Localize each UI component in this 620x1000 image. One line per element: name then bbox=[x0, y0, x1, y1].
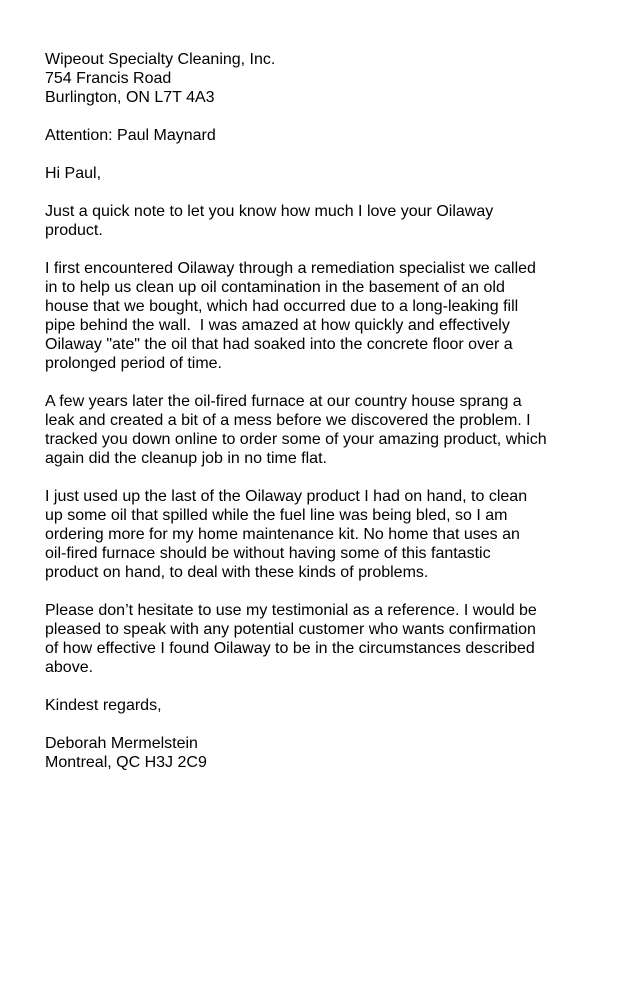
paragraph-line: A few years later the oil-fired furnace at our country house sprang a bbox=[45, 393, 522, 410]
paragraph-line: product. bbox=[45, 222, 103, 239]
paragraph-line: above. bbox=[45, 659, 94, 676]
spacer bbox=[45, 677, 615, 696]
paragraph-line: I just used up the last of the Oilaway product I had on hand, to clean bbox=[45, 488, 528, 505]
paragraph-line: oil-fired furnace should be without having some of this fantastic bbox=[45, 545, 491, 562]
recipient-company: Wipeout Specialty Cleaning, Inc. bbox=[45, 51, 276, 68]
paragraph-first-experience bbox=[45, 259, 615, 373]
paragraph-line: pipe behind the wall. I was amazed at how quickly and effectively bbox=[45, 317, 510, 334]
signature-block bbox=[45, 734, 615, 772]
paragraph-line: pleased to speak with any potential customer who wants confirmation bbox=[45, 621, 536, 638]
paragraph-intro bbox=[45, 202, 615, 240]
paragraph-reference bbox=[45, 601, 615, 677]
spacer bbox=[45, 373, 615, 392]
spacer bbox=[45, 183, 615, 202]
spacer bbox=[45, 145, 615, 164]
paragraph-line: again did the cleanup job in no time flat. bbox=[45, 450, 327, 467]
paragraph-line: of how effective I found Oilaway to be in the circumstances described bbox=[45, 640, 535, 657]
spacer bbox=[45, 582, 615, 601]
paragraph-line: leak and created a bit of a mess before we discovered the problem. I bbox=[45, 412, 531, 429]
paragraph-reorder bbox=[45, 487, 615, 582]
signature-name: Deborah Mermelstein bbox=[45, 735, 198, 752]
spacer bbox=[45, 468, 615, 487]
paragraph-line: Please don’t hesitate to use my testimonial as a reference. I would be bbox=[45, 602, 537, 619]
paragraph-line: Just a quick note to let you know how much I love your Oilaway bbox=[45, 203, 494, 220]
paragraph-second-experience bbox=[45, 392, 615, 468]
spacer bbox=[45, 715, 615, 734]
signature-location: Montreal, QC H3J 2C9 bbox=[45, 754, 207, 771]
paragraph-line: in to help us clean up oil contamination in the basement of an old bbox=[45, 279, 505, 296]
spacer bbox=[45, 107, 615, 126]
paragraph-line: Oilaway "ate" the oil that had soaked into the concrete floor over a bbox=[45, 336, 513, 353]
recipient-city: Burlington, ON L7T 4A3 bbox=[45, 89, 215, 106]
spacer bbox=[45, 240, 615, 259]
closing: Kindest regards, bbox=[45, 697, 162, 714]
paragraph-line: tracked you down online to order some of your amazing product, which bbox=[45, 431, 547, 448]
recipient-address bbox=[45, 50, 615, 107]
paragraph-line: I first encountered Oilaway through a remediation specialist we called bbox=[45, 260, 536, 277]
paragraph-line: ordering more for my home maintenance kit. No home that uses an bbox=[45, 526, 520, 543]
paragraph-line: house that we bought, which had occurred due to a long-leaking fill bbox=[45, 298, 519, 315]
paragraph-line: prolonged period of time. bbox=[45, 355, 222, 372]
greeting: Hi Paul, bbox=[45, 165, 102, 182]
paragraph-line: product on hand, to deal with these kinds of problems. bbox=[45, 564, 429, 581]
attention-line: Attention: Paul Maynard bbox=[45, 127, 216, 144]
letter bbox=[45, 50, 615, 772]
recipient-street: 754 Francis Road bbox=[45, 70, 172, 87]
paragraph-line: up some oil that spilled while the fuel line was being bled, so I am bbox=[45, 507, 508, 524]
